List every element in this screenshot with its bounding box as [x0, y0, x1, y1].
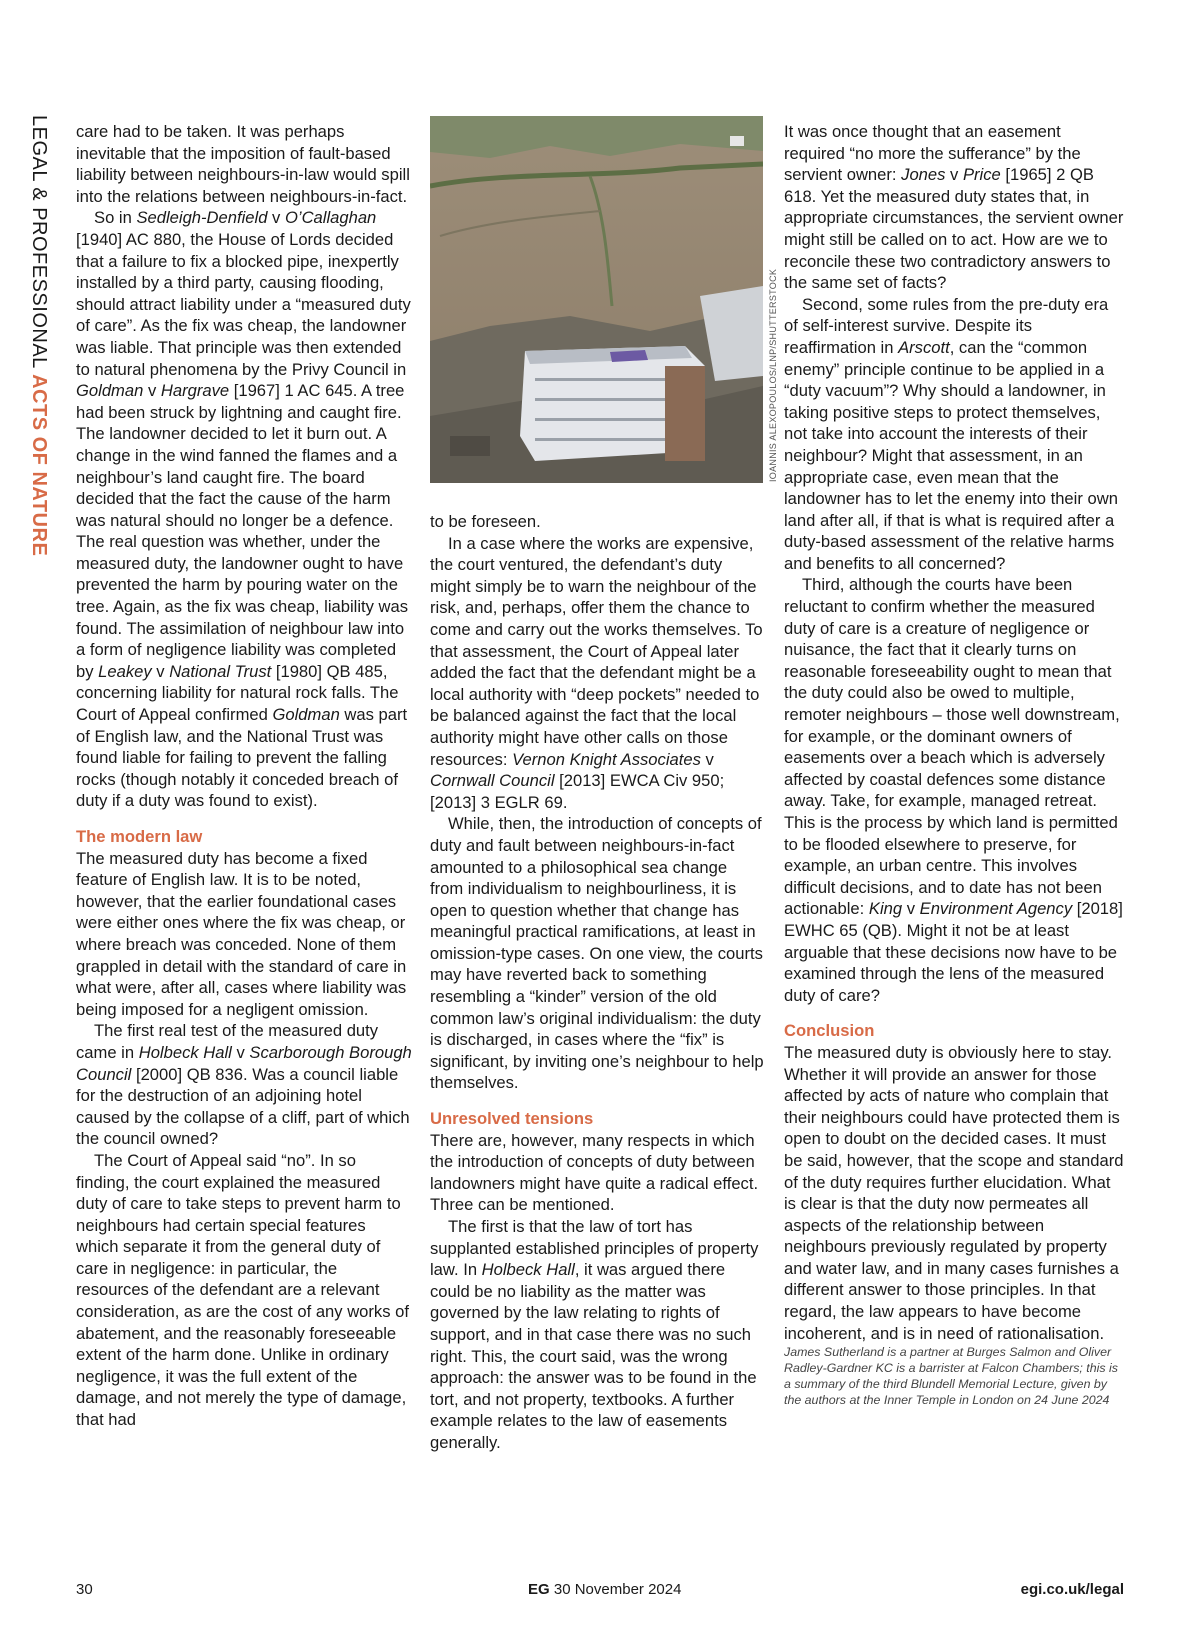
article-column-3 [784, 121, 1124, 1408]
col1-paragraph-3: The measured duty has become a fixed feature of English law. It is to be noted, however, that the earlier foundational cases were either ones where the fix was cheap, or where breach was conceded. None of them grappled in detail with the standard of care in what were, after all, cases where liability was being imposed for a negligent omission. [76, 848, 407, 1019]
photo-credit: IOANNIS ALEXOPOULOS/LNP/SHUTTERSTOCK [768, 268, 778, 482]
article-column-1 [76, 121, 412, 1431]
col3-paragraph-1: It was once thought that an easement required “no more the sufferance” by the servient owner: Jones v Price [1965] 2 QB 618. Yet the measured duty states that, in appropriate circumstances, the servient owner might still be called on to act. How are we to reconcile these two contradictory answers to the same set of facts? [784, 122, 1124, 293]
issue-info [528, 1581, 681, 1598]
section-label: LEGAL & PROFESSIONAL [28, 115, 50, 369]
heading-conclusion: Conclusion [784, 1021, 875, 1041]
flood-aerial-photo [430, 116, 763, 483]
col3-paragraph-2: Second, some rules from the pre-duty era of self-interest survive. Despite its reaffirmation in Arscott, can the “common enemy” principle continue to be applied in a “duty vacuum”? Why should a landowner, in taking positive steps to protect themselves, not take into account the interests of their neighbour? Might that assessment, in an appropriate case, even mean that the landowner has to let the enemy into their own land after all, if that is what is required after a duty-based assessment of the relative harms and benefits to all concerned? [784, 294, 1118, 573]
col2-paragraph-5: The first is that the law of tort has supplanted established principles of property law. In Holbeck Hall, it was argued there could be no liability as the matter was governed by the law relating to rights of support, and in that case there was no such right. This, the court said, was the wrong approach: the answer was to be found in the tort, and not property, textbooks. A further example relates to the law of easements generally. [430, 1217, 759, 1452]
issue-date: 30 November 2024 [553, 1581, 682, 1598]
col1-paragraph-2: So in Sedleigh-Denfield v O’Callaghan [1940] AC 880, the House of Lords decided that a failure to fix a blocked pipe, inexpertly installed by a third party, causing flooding, should attract liability under a “measured duty of care”. As the fix was cheap, the landowner was liable. That principle was then extended to natural phenomena by the Privy Council in Goldman v Hargrave [1967] 1 AC 645. A tree had been struck by lightning and caught fire. The landowner decided to let it burn out. A change in the wind fanned the flames and a neighbour’s land caught fire. The board decided that the fact the cause of the harm was natural should no longer be a defence. The real question was whether, under the measured duty, the landowner ought to have prevented the harm by pouring water on the tree. Again, as the fix was cheap, liability was found. The assimilation of neighbour law into a form of negligence liability was completed by Leakey v National Trust [1980] QB 485, concerning liability for natural rock falls. The Court of Appeal confirmed Goldman was part of English law, and the National Trust was found liable for failing to prevent the falling rocks (though notably it conceded breach of duty if a duty was found to exist). [76, 208, 411, 811]
col2-paragraph-3: While, then, the introduction of concepts of duty and fault between neighbours-in-fact amounted to a philosophical sea change from individualism to neighbourliness, it is open to question whether that change has meaningful practical ramifications, at least in omission-type cases. On one view, the courts may have reverted back to something resembling a “kinder” version of the old common law’s original individualism: the duty is discharged, in cases where the “fix” is significant, by inviting one’s neighbour to help themselves. [430, 814, 764, 1093]
page-number: 30 [76, 1581, 93, 1598]
heading-modern-law: The modern law [76, 827, 203, 846]
col1-paragraph-4: The first real test of the measured duty came in Holbeck Hall v Scarborough Borough Council [2000] QB 836. Was a council liable for the destruction of an adjoining hotel caused by the collapse of a cliff, part of which the council owned? [76, 1021, 412, 1149]
magazine-name: EG [528, 1581, 550, 1598]
heading-unresolved-tensions: Unresolved tensions [430, 1109, 594, 1129]
col1-paragraph-5: The Court of Appeal said “no”. In so finding, the court explained the measured duty of care to take steps to prevent harm to neighbours had certain special features which separate it from the general duty of care in negligence: in particular, the resources of the defendant are a relevant consideration, as are the cost of any works of abatement, and the reasonably foreseeable extent of the harm done. Unlike in ordinary negligence, it was the full extent of the damage, and not merely the type of damage, that had [76, 1150, 409, 1430]
section-url[interactable]: egi.co.uk/legal [1020, 1581, 1124, 1598]
col2-paragraph-1: to be foreseen. [430, 512, 541, 531]
col2-paragraph-4: There are, however, many respects in which the introduction of concepts of duty between landowners might have quite a radical effect. Three can be mentioned. [430, 1130, 759, 1215]
topic-label: ACTS OF NATURE [28, 374, 50, 557]
article-column-2 [430, 511, 764, 1454]
author-bio: James Sutherland is a partner at Burges Salmon and Oliver Radley-Gardner KC is a barrister at Falcon Chambers; this is a summary of the third Blundell Memorial Lecture, given by the authors at the Inner Temple in London on 24 June 2024 [784, 1345, 1118, 1408]
col3-paragraph-4: The measured duty is obviously here to stay. Whether it will provide an answer for those affected by acts of nature who complain that their neighbours could have protected them is open to doubt on the decided cases. It must be said, however, that the scope and standard of the duty requires further elucidation. What is clear is that the duty now permeates all aspects of the relationship between neighbours previously regulated by property and water law, and in many cases furnishes a different answer to those principles. In that regard, the law appears to have become incoherent, and is in need of rationalisation. [784, 1042, 1124, 1343]
col2-paragraph-2: In a case where the works are expensive, the court ventured, the defendant’s duty might simply be to warn the neighbour of the risk, and, perhaps, offer them the chance to come and carry out the works themselves. To that assessment, the Court of Appeal later added the fact that the defendant might be a local authority with “deep pockets” needed to be balanced against the fact that the local authority might have other calls on those resources: Vernon Knight Associates v Cornwall Council [2013] EWCA Civ 950; [2013] 3 EGLR 69. [430, 533, 763, 812]
col1-paragraph-1: care had to be taken. It was perhaps inevitable that the imposition of fault-based liability between neighbours-in-law would spill into the relations between neighbours-in-fact. [76, 122, 410, 206]
col3-paragraph-3: Third, although the courts have been reluctant to confirm whether the measured duty of care is a creature of negligence or nuisance, the fact that it clearly turns on reasonable foreseeability ought to mean that the duty could also be owed to multiple, remoter neighbours – those well downstream, for example, or the dominant owners of easements over a beach which is adversely affected by coastal defences some distance away. Take, for example, managed retreat. This is the process by which land is permitted to be flooded elsewhere to preserve, for example, an urban centre. This involves difficult decisions, and to date has not been actionable: King v Environment Agency [2018] EWHC 65 (QB). Might it not be at least arguable that these decisions now have to be examined through the lens of the measured duty of care? [784, 575, 1123, 1005]
section-side-tab [26, 115, 52, 555]
